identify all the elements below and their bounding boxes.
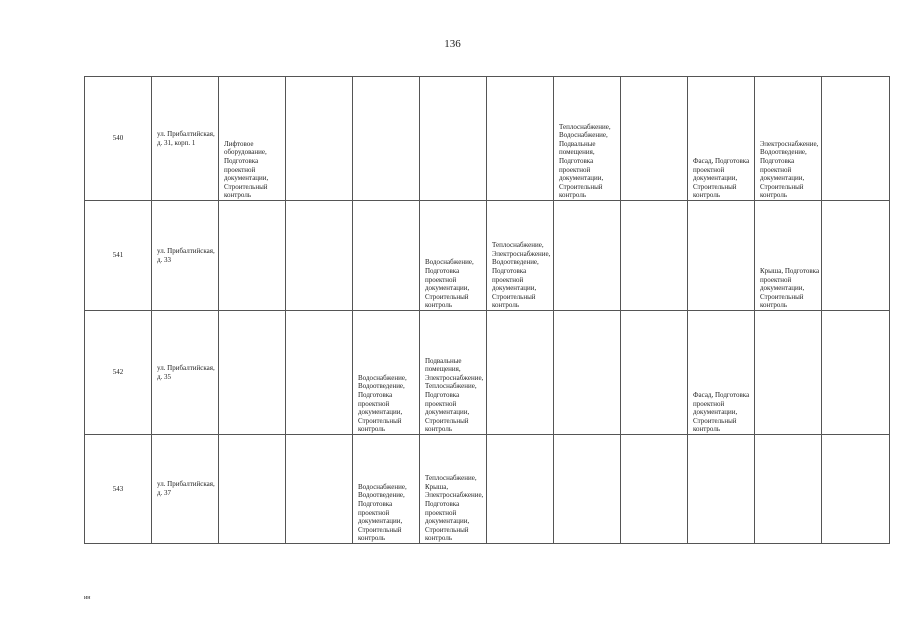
- work-cell: [487, 77, 554, 201]
- row-number: 540: [85, 77, 152, 201]
- work-cell: [755, 311, 822, 435]
- work-cell: [822, 201, 890, 311]
- work-cell: [219, 311, 286, 435]
- work-cell: Фасад, Подготовка проектной документации, Строительный контроль: [688, 311, 755, 435]
- work-cell: Лифтовое оборудование, Подготовка проектной документации, Строительный контроль: [219, 77, 286, 201]
- work-cell: Водоснабжение, Водоотведение, Подготовка проектной документации, Строительный контроль: [353, 435, 420, 544]
- work-cell: [822, 435, 890, 544]
- address-cell: ул. Прибалтийская, д. 33: [152, 201, 219, 311]
- work-cell: Фасад, Подготовка проектной документации, Строительный контроль: [688, 77, 755, 201]
- work-cell: [621, 77, 688, 201]
- work-cell: [688, 435, 755, 544]
- work-cell: [286, 435, 353, 544]
- work-cell: [554, 435, 621, 544]
- table-row: [85, 201, 890, 311]
- address-cell: ул. Прибалтийская, д. 31, корп. 1: [152, 77, 219, 201]
- repair-schedule-table: [84, 76, 890, 544]
- work-cell: [420, 77, 487, 201]
- work-cell: Теплоснабжение, Электроснабжение, Водоотведение, Подготовка проектной документации, Строительный контроль: [487, 201, 554, 311]
- work-cell: [487, 435, 554, 544]
- work-cell: [822, 311, 890, 435]
- address-cell: ул. Прибалтийская, д. 35: [152, 311, 219, 435]
- work-cell: Водоснабжение, Водоотведение, Подготовка проектной документации, Строительный контроль: [353, 311, 420, 435]
- work-cell: [554, 201, 621, 311]
- work-cell: [353, 201, 420, 311]
- work-cell: Теплоснабжение, Крыша, Электроснабжение, Подготовка проектной документации, Строительный контроль: [420, 435, 487, 544]
- work-cell: Теплоснабжение, Водоснабжение, Подвальные помещения, Подготовка проектной документации, Строительный контроль: [554, 77, 621, 201]
- table-row: [85, 77, 890, 201]
- work-cell: [621, 201, 688, 311]
- work-cell: Подвальные помещения, Электроснабжение, Теплоснабжение, Подготовка проектной документации, Строительный контроль: [420, 311, 487, 435]
- row-number: 543: [85, 435, 152, 544]
- work-cell: Электроснабжение, Водоотведение, Подготовка проектной документации, Строительный контроль: [755, 77, 822, 201]
- row-number: 541: [85, 201, 152, 311]
- work-cell: [554, 311, 621, 435]
- work-cell: [353, 77, 420, 201]
- work-cell: [286, 311, 353, 435]
- work-cell: Водоснабжение, Подготовка проектной документации, Строительный контроль: [420, 201, 487, 311]
- work-cell: [219, 201, 286, 311]
- work-cell: [621, 435, 688, 544]
- work-cell: [219, 435, 286, 544]
- work-cell: [822, 77, 890, 201]
- work-cell: [688, 201, 755, 311]
- work-cell: [286, 77, 353, 201]
- footnote-mark: ин: [84, 595, 91, 601]
- work-cell: [286, 201, 353, 311]
- page-number: 136: [444, 38, 461, 50]
- row-number: 542: [85, 311, 152, 435]
- address-cell: ул. Прибалтийская, д. 37: [152, 435, 219, 544]
- table-row: [85, 435, 890, 544]
- work-cell: [621, 311, 688, 435]
- work-cell: [755, 435, 822, 544]
- table-row: [85, 311, 890, 435]
- work-cell: Крыша, Подготовка проектной документации, Строительный контроль: [755, 201, 822, 311]
- work-cell: [487, 311, 554, 435]
